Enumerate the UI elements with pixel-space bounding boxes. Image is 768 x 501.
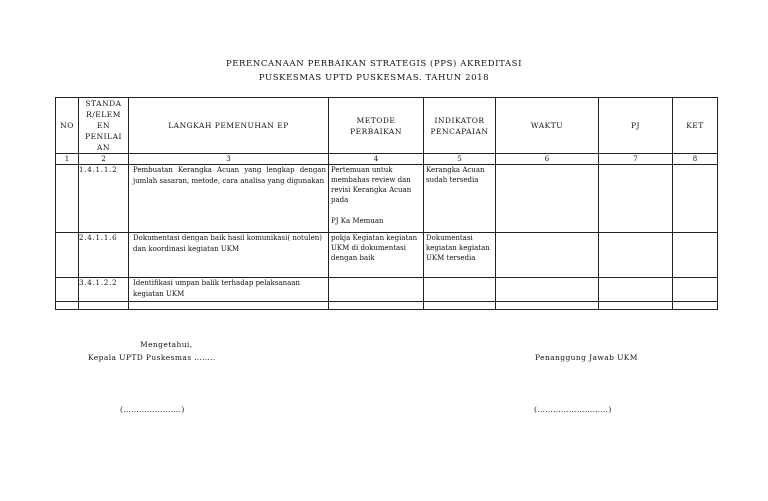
signature-blank-left: (………………….) <box>120 405 185 414</box>
langkah-text: Pembuatan Kerangka Acuan yang lengkap dengan jumlah sasaran, metode, cara analisa yang digunakan <box>133 166 326 185</box>
langkah-text: Identifikasi umpan balik terhadap pelaksanaan kegiatan UKM <box>133 279 300 298</box>
cell-indikator: Kerangka Acuan sudah tersedia <box>424 165 496 233</box>
cell-empty <box>329 302 424 310</box>
table-row <box>56 278 718 302</box>
table-row <box>56 165 718 233</box>
cell-empty <box>56 302 79 310</box>
cell-pj <box>599 278 673 302</box>
cell-empty <box>496 302 599 310</box>
header-standar: STANDA R/ELEM EN PENILAI AN <box>79 98 129 154</box>
cell-langkah <box>79 233 329 278</box>
cell-waktu <box>496 278 599 302</box>
cell-ket <box>673 278 718 302</box>
header-no: NO <box>56 98 79 154</box>
penanggung-jawab-label: Penanggung Jawab UKM <box>535 353 638 362</box>
table-row <box>56 233 718 278</box>
document-title-line1: PERENCANAAN PERBAIKAN STRATEGIS (PPS) AKREDITASI <box>225 59 523 69</box>
cell-ket <box>673 233 718 278</box>
kepala-label: Kepala UPTD Puskesmas …….. <box>88 353 216 362</box>
header-langkah: LANGKAH PEMENUHAN EP <box>129 98 329 154</box>
cell-langkah <box>79 278 329 302</box>
cell-no <box>56 233 79 278</box>
cell-pj <box>599 233 673 278</box>
cell-waktu <box>496 233 599 278</box>
header-metode: METODE PERBAIKAN <box>329 98 424 154</box>
cell-pj <box>599 165 673 233</box>
column-number: 4 <box>329 154 424 165</box>
row-code: 2.4.1.1.6 <box>79 234 118 242</box>
cell-ket <box>673 165 718 233</box>
column-number: 7 <box>599 154 673 165</box>
column-number: 3 <box>129 154 329 165</box>
column-number: 6 <box>496 154 599 165</box>
cell-empty <box>599 302 673 310</box>
cell-empty <box>424 302 496 310</box>
cell-indikator <box>424 278 496 302</box>
cell-no <box>56 278 79 302</box>
metode-extra-text: PJ Ka Memuan <box>331 217 384 225</box>
column-number: 5 <box>424 154 496 165</box>
column-number: 1 <box>56 154 79 165</box>
cell-indikator: Dokumentasi kegiatan kegiatan UKM tersedia <box>424 233 496 278</box>
pps-table <box>55 97 718 310</box>
cell-waktu <box>496 165 599 233</box>
column-number: 2 <box>79 154 129 165</box>
cell-metode <box>329 278 424 302</box>
cell-empty <box>79 302 129 310</box>
document-title-line2: PUSKESMAS UPTD PUSKESMAS. TAHUN 2018 <box>258 73 490 83</box>
mengetahui-label: Mengetahui, <box>140 340 193 349</box>
langkah-text: Dokumentasi dengan baik hasil komunikasi( notulen) dan koordinasi kegiatan UKM <box>133 234 322 253</box>
header-waktu: WAKTU <box>496 98 599 154</box>
column-number-row <box>56 154 718 165</box>
cell-metode: pokja Kegiatan kegiatan UKM di dokumentasi dengan baik <box>329 233 424 278</box>
row-code: 1.4.1.1.2 <box>79 166 118 174</box>
column-number: 8 <box>673 154 718 165</box>
cell-empty <box>673 302 718 310</box>
cell-empty <box>129 302 329 310</box>
header-pj: PJ <box>599 98 673 154</box>
cell-no <box>56 165 79 233</box>
signature-blank-right: (………………………) <box>534 405 612 414</box>
header-ket: KET <box>673 98 718 154</box>
cell-metode <box>329 165 424 233</box>
cell-langkah <box>79 165 329 233</box>
table-header-row <box>56 98 718 154</box>
row-code: 3.4.1.2.2 <box>79 279 118 287</box>
metode-text: Pertemuan untuk membahas review dan revisi Kerangka Acuan pada <box>331 166 412 204</box>
header-indikator: INDIKATOR PENCAPAIAN <box>424 98 496 154</box>
table-row-empty <box>56 302 718 310</box>
